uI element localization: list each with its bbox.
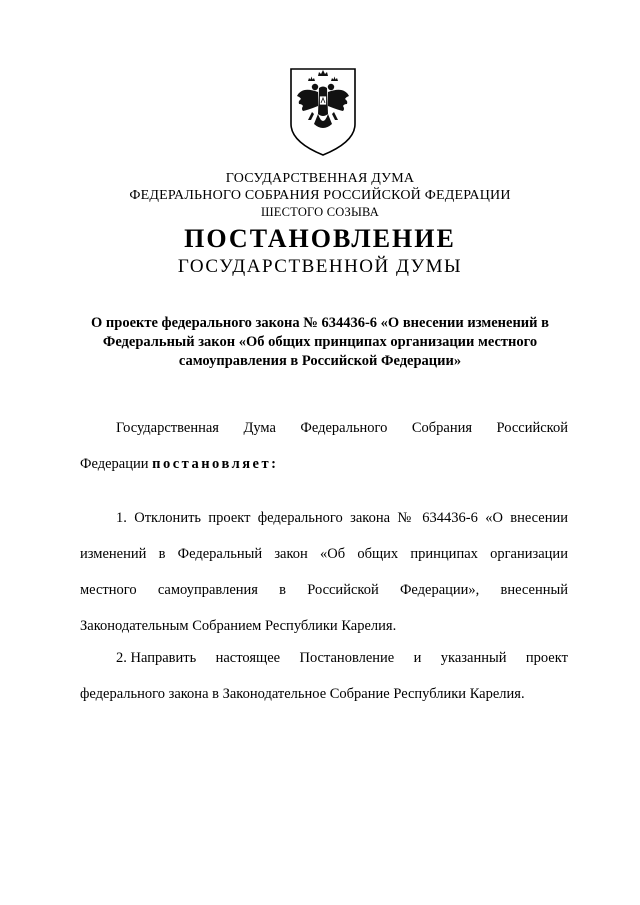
subject-line-1: О проекте федерального закона № 634436-6 «О внесении изменений в xyxy=(91,315,549,331)
item-2-paragraph xyxy=(80,640,568,712)
word: и xyxy=(413,650,422,666)
word: в xyxy=(158,546,166,562)
preamble-row-1 xyxy=(80,410,568,446)
item-2-row-2: федерального закона в Законодательное Собрание Республики Карелия. xyxy=(80,686,525,702)
document-subtitle: ГОСУДАРСТВЕННОЙ ДУМЫ xyxy=(177,256,463,277)
word: Собрания xyxy=(411,420,473,436)
text-line: 1. Отклонить проект федерального закона № 634436-6 «О внесении xyxy=(116,510,568,526)
word: изменений xyxy=(80,546,147,562)
word: Постановление xyxy=(299,650,395,666)
word: Дума xyxy=(243,420,276,436)
word: указанный xyxy=(440,650,507,666)
word: принципах xyxy=(410,546,478,562)
word: Российской xyxy=(307,582,379,598)
word: местного xyxy=(80,582,137,598)
header-line-3: ШЕСТОГО СОЗЫВА xyxy=(260,205,380,219)
word: «Об xyxy=(320,546,346,562)
word: Федерального xyxy=(300,420,388,436)
word: в xyxy=(279,582,287,598)
word: закон xyxy=(274,546,308,562)
word: Государственная xyxy=(116,420,219,436)
word: общих xyxy=(357,546,399,562)
subject-line-3: самоуправления в Российской Федерации» xyxy=(178,353,462,369)
word: внесенный xyxy=(500,582,568,598)
word: Федерации», xyxy=(399,582,480,598)
item-1-row-3 xyxy=(80,572,568,608)
word: Федеральный xyxy=(177,546,263,562)
coat-of-arms-emblem xyxy=(288,66,358,158)
preamble-row-2 xyxy=(80,446,568,482)
document-subject xyxy=(60,314,580,371)
word: организации xyxy=(490,546,568,562)
word: самоуправления xyxy=(157,582,258,598)
item-1-row-4: Законодательным Собранием Республики Карелия. xyxy=(80,618,397,634)
item-1-row-2 xyxy=(80,536,568,572)
item-2-row-1 xyxy=(80,640,568,676)
word: проект xyxy=(525,650,568,666)
item-1-row-1 xyxy=(80,500,568,536)
word: настоящее xyxy=(215,650,281,666)
header-line-1: ГОСУДАРСТВЕННАЯ ДУМА xyxy=(225,171,415,186)
word: Российской xyxy=(496,420,568,436)
word: Федерации xyxy=(80,456,149,472)
preamble-paragraph xyxy=(80,410,568,482)
document-title: ПОСТАНОВЛЕНИЕ xyxy=(184,224,456,253)
subject-line-2: Федеральный закон «Об общих принципах организации местного xyxy=(102,334,538,350)
resolution-verb: постановляет: xyxy=(152,456,279,472)
item-1-paragraph xyxy=(80,500,568,644)
word: 2. Направить xyxy=(116,650,197,666)
header-line-2: ФЕДЕРАЛЬНОГО СОБРАНИЯ РОССИЙСКОЙ ФЕДЕРАЦИИ xyxy=(129,188,511,203)
